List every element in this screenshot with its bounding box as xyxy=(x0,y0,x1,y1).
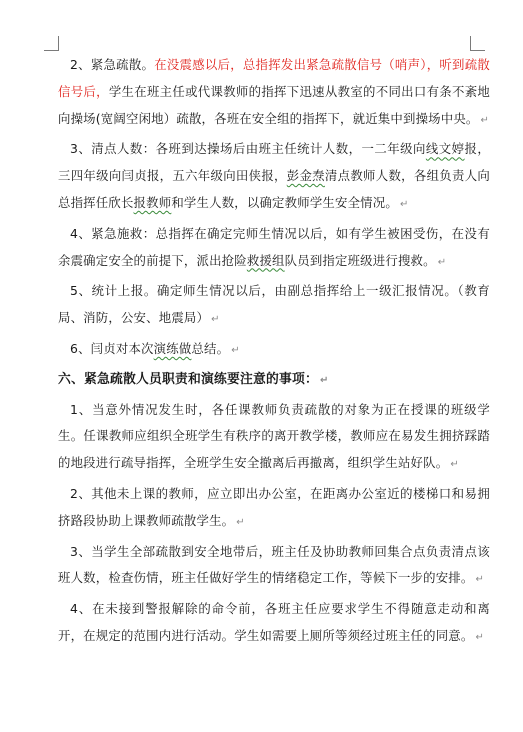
paragraph-mark: ↵ xyxy=(475,631,485,643)
paragraph-text: 6、闫贞对本次 xyxy=(70,340,154,356)
paragraph-safe-zone xyxy=(58,539,490,595)
paragraph-text: 和学生人数，以确定教师学生安全情况。 xyxy=(171,194,398,210)
paragraph-headcount xyxy=(58,136,490,218)
highlighted-text: 在没震感以后，总指挥发出紧急疏散信号（哨声），听到疏散信号后， xyxy=(58,57,490,99)
paragraph-mark: ↵ xyxy=(475,574,485,586)
paragraph-other-teachers xyxy=(58,481,490,537)
paragraph-report xyxy=(58,278,490,334)
heading-text: 六、紧急疏散人员职责和演练要注意的事项： xyxy=(58,371,318,387)
paragraph-text: 3、清点人数：各班到达操场后由班主任统计人数，一二年级向 xyxy=(70,141,426,157)
paragraph-rescue xyxy=(58,221,490,277)
paragraph-text: 2、其他未上课的教师，应立即出办公室，在距离办公室近的楼梯口和易拥挤路段协助上课教师疏散学生。 xyxy=(58,485,490,528)
paragraph-mark: ↵ xyxy=(437,256,447,268)
spellcheck-word: 救援组 xyxy=(246,252,285,268)
paragraph-text: 1、当意外情况发生时，各任课教师负责疏散的对象为正在授课的班级学生。任课教师应组织全班学生有秩序的离开教学楼，教师应在易发生拥挤踩踏的地段进行疏导指挥，全班学生安全撤离后再撤离，组织学生站好队。 xyxy=(58,401,490,471)
paragraph-emergency-evacuation xyxy=(58,52,490,134)
paragraph-mark: ↵ xyxy=(399,198,409,210)
paragraph-text: 总结。 xyxy=(191,340,230,356)
paragraph-text: 4、紧急施救：总指挥在确定完师生情况以后，如有学生被困受伤，在没有余震确定安全的前提下，派出抢险 xyxy=(58,225,490,268)
section-heading xyxy=(58,367,490,395)
paragraph-mark: ↵ xyxy=(480,114,490,126)
paragraph-text: 清点教师人数，各组负责人向总指挥任欣长 xyxy=(58,168,490,210)
paragraph-text: 3、当学生全部疏散到安全地带后，班主任及协助教师回集合点负责清点该班人数，检查伤情，班主任做好学生的情绪稳定工作，等候下一步的安排。 xyxy=(58,543,490,586)
document-body xyxy=(58,52,490,652)
crop-mark-top-right xyxy=(470,36,485,51)
spellcheck-word: 演练做 xyxy=(153,340,192,356)
paragraph-label: 2、紧急疏散。 xyxy=(70,57,155,72)
paragraph-mark: ↵ xyxy=(211,314,220,326)
paragraph-mark: ↵ xyxy=(236,516,245,528)
paragraph-text: 报，三四年级向闫贞报，五六年级向田侠报， xyxy=(58,141,490,184)
spellcheck-word: 线文婷 xyxy=(425,141,465,157)
paragraph-text: 队员到指定班级进行搜救。 xyxy=(284,252,436,268)
paragraph-alarm-release xyxy=(58,596,490,652)
spellcheck-word: 彭金焘 xyxy=(286,168,325,184)
paragraph-text: 学生在班主任或代课教师的指挥下迅速从教室的不同出口有条不紊地向操场(宽阔空闲地）疏散，各班在安全组的指挥下，就近集中到操场中央。 xyxy=(58,83,490,126)
crop-mark-top-left xyxy=(44,36,59,51)
paragraph-mark: ↵ xyxy=(450,459,459,471)
paragraph-summary xyxy=(58,336,490,365)
paragraph-duty-teachers xyxy=(58,397,490,479)
paragraph-text: 4、在未接到警报解除的命令前，各班主任应要求学生不得随意走动和离开，在规定的范围内进行活动。学生如需要上厕所等须经过班主任的同意。 xyxy=(58,601,490,643)
spellcheck-word: 报教师 xyxy=(133,194,172,210)
paragraph-text: 5、统计上报。确定师生情况以后，由副总指挥给上一级汇报情况。（教育局、消防，公安、地震局） xyxy=(58,283,490,326)
paragraph-mark: ↵ xyxy=(231,344,240,356)
paragraph-mark: ↵ xyxy=(319,374,329,386)
